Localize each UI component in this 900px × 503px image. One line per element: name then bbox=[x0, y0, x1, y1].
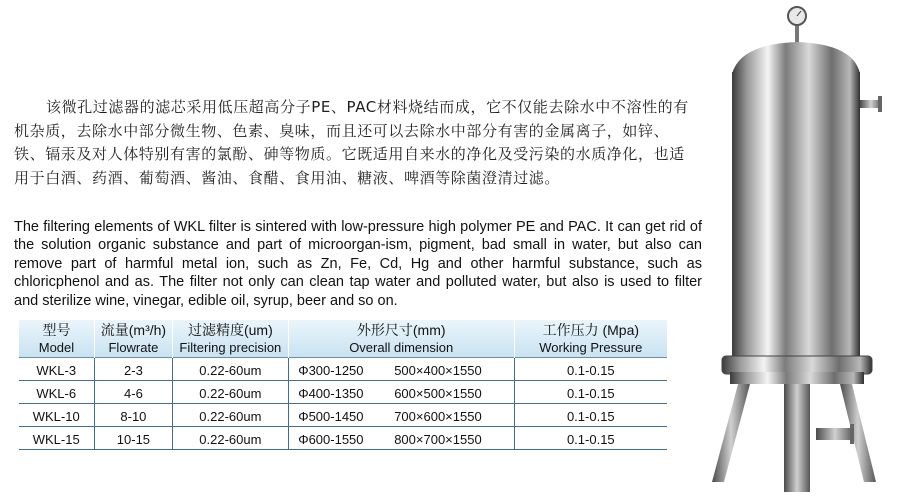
cell-flowrate: 8-10 bbox=[94, 404, 172, 427]
cell-model: WKL-3 bbox=[19, 358, 95, 381]
cell-pressure: 0.1-0.15 bbox=[514, 404, 667, 427]
cell-flowrate: 4-6 bbox=[94, 381, 172, 404]
vessel-flange bbox=[722, 356, 872, 374]
vessel-leg bbox=[784, 384, 810, 492]
cell-model: WKL-15 bbox=[19, 427, 95, 450]
header-flowrate: 流量(m³/h) Flowrate bbox=[94, 320, 172, 358]
header-working-pressure: 工作压力 (Mpa) Working Pressure bbox=[514, 320, 667, 358]
cell-precision: 0.22-60um bbox=[172, 358, 288, 381]
spec-table bbox=[18, 320, 667, 450]
inlet-pipe bbox=[816, 428, 854, 440]
cell-dimension: Φ600-1550 800×700×1550 bbox=[288, 427, 514, 450]
table-header-row bbox=[19, 320, 668, 358]
cell-pressure: 0.1-0.15 bbox=[514, 358, 667, 381]
header-overall-dimension: 外形尺寸(mm) Overall dimension bbox=[288, 320, 514, 358]
cell-model: WKL-10 bbox=[19, 404, 95, 427]
cell-precision: 0.22-60um bbox=[172, 404, 288, 427]
cell-pressure: 0.1-0.15 bbox=[514, 381, 667, 404]
filter-vessel-image bbox=[700, 4, 890, 494]
cell-pressure: 0.1-0.15 bbox=[514, 427, 667, 450]
cell-dimension: Φ400-1350 600×500×1550 bbox=[288, 381, 514, 404]
cell-precision: 0.22-60um bbox=[172, 427, 288, 450]
cell-flowrate: 10-15 bbox=[94, 427, 172, 450]
description-chinese: 该微孔过滤器的滤芯采用低压超高分子PE、PAC材料烧结而成，它不仅能去除水中不溶性的有机杂质，去除水中部分微生物、色素、臭味，而且还可以去除水中部分有害的金属离子，如锌、铁、镉汞及对人体特别有害的氯酚、砷等物质。它既适用自来水的净化及受污染的水质净化，也适用于白酒、药酒、葡萄酒、酱油、食醋、食用油、糖液、啤酒等除菌澄清过滤。 bbox=[14, 98, 689, 187]
header-filtering-precision: 过滤精度(um) Filtering precision bbox=[172, 320, 288, 358]
cell-flowrate: 2-3 bbox=[94, 358, 172, 381]
cell-dimension: Φ300-1250 500×400×1550 bbox=[288, 358, 514, 381]
table-row bbox=[19, 358, 668, 381]
header-model: 型号 Model bbox=[19, 320, 95, 358]
description-english: The filtering elements of WKL filter is sintered with low-pressure high polymer PE and PAC. It can get rid of the solution organic substance and part of microorgan-ism, pigment, bad small in water, but also can remove part of harmful metal ion, such as Zn, Fe, Cd, Hg and other harmful substance, such as chloricphenol and as. The filter not only can clean tap water and polluted water, but also is used to filter and sterilize wine, vinegar, edible oil, syrup, beer and so on. bbox=[14, 218, 702, 309]
vessel-dome bbox=[732, 42, 860, 74]
table-row bbox=[19, 381, 668, 404]
cell-precision: 0.22-60um bbox=[172, 381, 288, 404]
table-row bbox=[19, 404, 668, 427]
vessel-leg bbox=[712, 384, 750, 482]
cell-dimension: Φ500-1450 700×600×1550 bbox=[288, 404, 514, 427]
vessel-body bbox=[732, 72, 860, 364]
cell-model: WKL-6 bbox=[19, 381, 95, 404]
table-row bbox=[19, 427, 668, 450]
